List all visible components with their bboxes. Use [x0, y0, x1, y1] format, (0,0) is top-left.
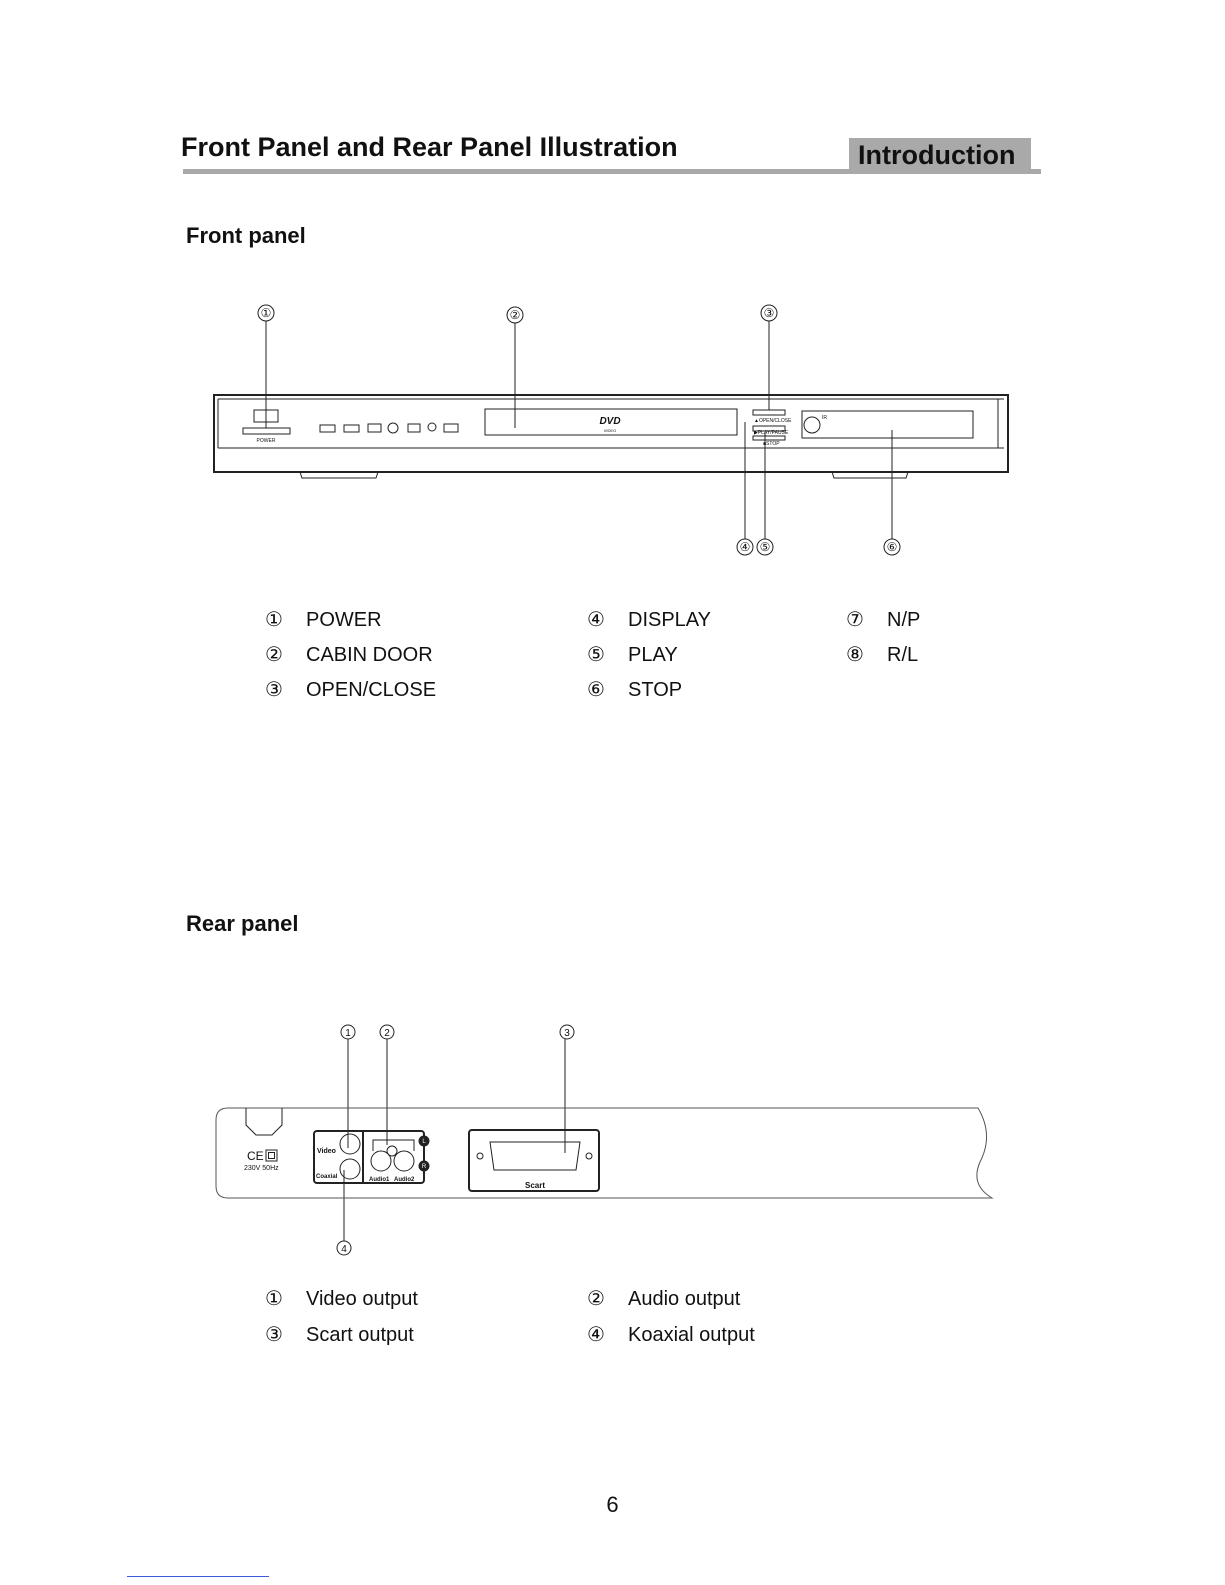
legend-label: R/L	[887, 644, 919, 666]
rear-legend-item	[587, 1286, 740, 1311]
video-jack	[340, 1134, 360, 1154]
audio-ground	[387, 1146, 397, 1156]
legend-label: Koaxial output	[628, 1324, 755, 1346]
front-callout-3: ③	[763, 306, 775, 320]
play-pause-label: ▶PLAY/PAUSE	[754, 430, 789, 436]
front-panel-heading: Front panel	[186, 223, 306, 248]
footer-rule	[127, 1576, 269, 1577]
front-legend-item	[265, 607, 382, 632]
section-tab	[849, 138, 1031, 174]
power-button	[243, 428, 290, 434]
front-legend-item	[846, 642, 918, 667]
display-window	[802, 411, 973, 438]
rear-panel-illustration	[0, 1010, 1225, 1260]
format-logo-5	[408, 424, 420, 432]
front-callout-5: ⑤	[759, 540, 771, 554]
ir-label: IR	[822, 415, 827, 421]
stop-label: ■STOP	[763, 441, 780, 447]
format-logo-2	[344, 425, 359, 432]
legend-number: ④	[587, 609, 605, 631]
legend-number: ②	[587, 1288, 605, 1310]
front-callout-1: ①	[260, 306, 272, 320]
audio2-jack	[394, 1151, 414, 1171]
stop-button	[753, 436, 785, 440]
front-callout-6: ⑥	[886, 540, 898, 554]
legend-label: POWER	[306, 609, 382, 631]
format-logo-6	[428, 423, 436, 431]
legend-number: ②	[265, 644, 283, 666]
format-logo-3	[368, 424, 381, 432]
open-close-button	[753, 410, 785, 415]
legend-label: STOP	[628, 679, 683, 701]
scart-label: Scart	[524, 1181, 546, 1190]
rear-callout-2: 2	[384, 1028, 390, 1039]
audio-bracket	[373, 1140, 414, 1151]
power-rating: 230V 50Hz	[244, 1165, 279, 1172]
front-callout-2: ②	[509, 308, 521, 322]
format-logo-7	[444, 424, 458, 432]
double-insulation-mark	[266, 1150, 277, 1161]
power-label: POWER	[256, 438, 276, 444]
scart-screw-left	[477, 1153, 483, 1159]
legend-number: ①	[265, 1288, 283, 1310]
coaxial-label: Coaxial	[316, 1174, 338, 1180]
front-legend-item	[587, 642, 678, 667]
dvd-logo: DVD	[599, 416, 621, 427]
format-logo-4	[388, 423, 398, 433]
front-panel-illustration	[0, 300, 1225, 570]
ce-mark: CE	[247, 1149, 264, 1163]
legend-label: PLAY	[628, 644, 678, 666]
power-cord-inlet	[246, 1108, 282, 1135]
legend-label: Scart output	[306, 1324, 414, 1346]
front-legend-item	[846, 607, 920, 632]
rear-callout-3: 3	[564, 1028, 570, 1039]
front-legend-item	[587, 607, 711, 632]
section-tab-label: Introduction	[858, 140, 1016, 170]
legend-label: Video output	[306, 1288, 418, 1310]
format-logo-1	[320, 425, 335, 432]
legend-number: ⑧	[846, 644, 864, 666]
legend-label: DISPLAY	[628, 609, 711, 631]
rear-legend-item	[587, 1322, 755, 1347]
dvd-logo-sub: VIDEO	[603, 428, 617, 433]
legend-label: N/P	[887, 609, 921, 631]
legend-label: Audio output	[628, 1288, 741, 1310]
front-legend-item	[265, 642, 433, 667]
rear-callout-1: 1	[345, 1028, 351, 1039]
legend-label: CABIN DOOR	[306, 644, 433, 666]
audio1-label: Audio1	[369, 1177, 390, 1183]
rear-legend-item	[265, 1286, 418, 1311]
ir-sensor	[804, 417, 820, 433]
legend-label: OPEN/CLOSE	[306, 679, 437, 701]
legend-number: ③	[265, 1324, 283, 1346]
page-title: Front Panel and Rear Panel Illustration	[181, 132, 678, 162]
open-close-label: ▲OPEN/CLOSE	[754, 418, 792, 424]
scart-screw-right	[586, 1153, 592, 1159]
front-legend-item	[587, 677, 682, 702]
legend-number: ⑦	[846, 609, 864, 631]
front-legend-item	[265, 677, 436, 702]
page-number: 6	[606, 1492, 619, 1517]
coaxial-jack	[340, 1159, 360, 1179]
scart-connector	[490, 1142, 580, 1170]
legend-number: ⑥	[587, 679, 605, 701]
double-insulation-mark-inner	[269, 1153, 275, 1159]
legend-number: ③	[265, 679, 283, 701]
rear-callout-4: 4	[341, 1244, 347, 1255]
audio2-label: Audio2	[394, 1177, 415, 1183]
audio-right-label: R	[421, 1164, 427, 1170]
audio-left-label: L	[422, 1139, 426, 1145]
legend-number: ①	[265, 609, 283, 631]
front-callout-4: ④	[739, 540, 751, 554]
video-label: Video	[317, 1148, 336, 1155]
legend-number: ⑤	[587, 644, 605, 666]
rear-legend-item	[265, 1322, 414, 1347]
legend-number: ④	[587, 1324, 605, 1346]
front-chassis	[214, 395, 1008, 472]
rear-panel-heading: Rear panel	[186, 911, 299, 936]
